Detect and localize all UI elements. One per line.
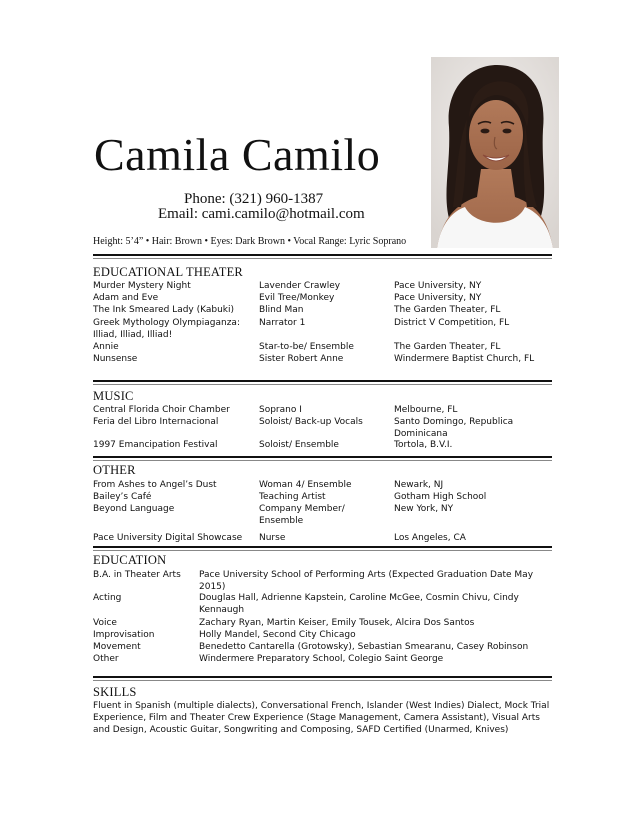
education-detail: Benedetto Cantarella (Grotowsky), Sebastian Smearanu, Casey Robinson: [199, 642, 529, 652]
page-title: Camila Camilo: [94, 129, 381, 180]
education-label: B.A. in Theater Arts: [93, 570, 181, 580]
credit-title: Annie: [93, 342, 119, 352]
section-divider: [93, 676, 552, 681]
education-label: Voice: [93, 618, 117, 628]
credit-role: Sister Robert Anne: [259, 354, 344, 364]
credit-title: Greek Mythology Olympiaganza: Illiad, Illiad, Illiad!: [93, 318, 240, 341]
headshot-photo: [431, 57, 559, 248]
credit-role: Soprano I: [259, 405, 302, 415]
credit-title: Nunsense: [93, 354, 138, 364]
credit-title: Beyond Language: [93, 504, 175, 514]
credit-role: Lavender Crawley: [259, 281, 341, 291]
credit-role: Star-to-be/ Ensemble: [259, 342, 354, 352]
email-address: Email: cami.camilo@hotmail.com: [158, 206, 365, 222]
credit-title: Murder Mystery Night: [93, 281, 191, 291]
credit-title: From Ashes to Angel’s Dust: [93, 480, 217, 490]
credit-venue: The Garden Theater, FL: [394, 342, 501, 352]
credit-venue: Los Angeles, CA: [394, 533, 466, 543]
education-label: Improvisation: [93, 630, 155, 640]
credit-role: Soloist/ Back-up Vocals: [259, 417, 363, 427]
credit-venue: Gotham High School: [394, 492, 487, 502]
physical-stats: Height: 5’4” • Hair: Brown • Eyes: Dark Brown • Vocal Range: Lyric Soprano: [93, 236, 407, 247]
credit-title: Feria del Libro Internacional: [93, 417, 219, 427]
section-divider: [93, 380, 552, 385]
section-heading-music: MUSIC: [93, 389, 134, 403]
credit-title: Bailey’s Café: [93, 492, 152, 502]
credit-venue: Pace University, NY: [394, 293, 482, 303]
credit-title: The Ink Smeared Lady (Kabuki): [93, 305, 235, 315]
section-divider: [93, 546, 552, 551]
credit-title: Adam and Eve: [93, 293, 159, 303]
credit-role: Narrator 1: [259, 318, 306, 328]
education-label: Other: [93, 654, 119, 664]
headshot-illustration: [431, 57, 559, 248]
credit-role: Nurse: [259, 533, 286, 543]
section-heading-skills: SKILLS: [93, 685, 137, 699]
credit-venue: Santo Domingo, Republica Dominicana: [394, 417, 514, 440]
credit-role: Evil Tree/Monkey: [259, 293, 335, 303]
credit-role: Soloist/ Ensemble: [259, 440, 339, 450]
credit-role: Woman 4/ Ensemble: [259, 480, 352, 490]
credit-venue: Windermere Baptist Church, FL: [394, 354, 535, 364]
section-divider: [93, 456, 552, 461]
education-label: Movement: [93, 642, 141, 652]
section-heading-educational-theater: EDUCATIONAL THEATER: [93, 265, 243, 279]
credit-venue: Melbourne, FL: [394, 405, 458, 415]
credit-venue: New York, NY: [394, 504, 454, 514]
phone-number: Phone: (321) 960-1387: [184, 191, 324, 207]
credit-title: 1997 Emancipation Festival: [93, 440, 218, 450]
credit-role: Teaching Artist: [259, 492, 326, 502]
credit-venue: The Garden Theater, FL: [394, 305, 501, 315]
section-heading-education: EDUCATION: [93, 553, 167, 567]
credit-venue: Newark, NJ: [394, 480, 444, 490]
education-detail: Pace University School of Performing Arts (Expected Graduation Date May 2015): [199, 570, 534, 593]
section-heading-other: OTHER: [93, 463, 136, 477]
skills-paragraph: Fluent in Spanish (multiple dialects), Conversational French, Islander (West Indies) Dialect, Mock Trial Experience, Film and Theater Crew Experience (Stage Management, Camera Assistant), Visual Arts and Design, Acoustic Guitar, Songwriting and Composing, SAFD Certified (Unarmed, Knives): [93, 701, 550, 736]
credit-title: Central Florida Choir Chamber: [93, 405, 230, 415]
credit-role: Blind Man: [259, 305, 304, 315]
education-detail: Holly Mandel, Second City Chicago: [199, 630, 356, 640]
education-detail: Windermere Preparatory School, Colegio Saint George: [199, 654, 444, 664]
section-divider: [93, 254, 552, 259]
credit-venue: Tortola, B.V.I.: [394, 440, 453, 450]
credit-role: Company Member/ Ensemble: [259, 504, 345, 527]
credit-venue: District V Competition, FL: [394, 318, 510, 328]
education-label: Acting: [93, 593, 122, 603]
education-detail: Zachary Ryan, Martin Keiser, Emily Tousek, Alcira Dos Santos: [199, 618, 475, 628]
credit-venue: Pace University, NY: [394, 281, 482, 291]
credit-title: Pace University Digital Showcase: [93, 533, 243, 543]
education-detail: Douglas Hall, Adrienne Kapstein, Caroline McGee, Cosmin Chivu, Cindy Kennaugh: [199, 593, 519, 616]
